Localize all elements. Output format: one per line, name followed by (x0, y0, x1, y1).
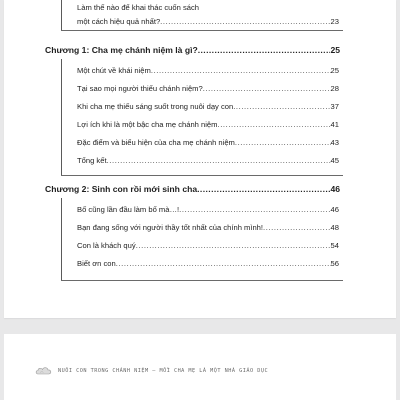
toc-chapter-2 (45, 184, 340, 195)
toc-intro-line-1: Làm thế nào để khai thác cuốn sách (77, 3, 200, 12)
chapter-2-bottom-rule (61, 280, 343, 281)
dot-leader (203, 84, 331, 93)
toc-entry (77, 259, 339, 269)
entry-title: Khi cha mẹ thiếu sáng suốt trong nuôi dạy con (77, 102, 234, 111)
entry-page: 46 (330, 205, 339, 214)
entry-title: Con là khách quý (77, 241, 136, 250)
chapter-title: Chương 2: Sinh con rồi mới sinh cha (45, 184, 198, 194)
chapter-1-bottom-rule (61, 175, 343, 176)
entry-page: 54 (330, 241, 339, 250)
chapter-page: 46 (330, 184, 340, 194)
dot-leader (136, 241, 331, 250)
toc-entry (77, 156, 339, 166)
entry-page: 43 (330, 138, 339, 147)
toc-entry (77, 241, 339, 251)
toc-entry (77, 205, 339, 215)
chapter-2-rule (61, 198, 62, 280)
entry-title: Một chút về khái niệm (77, 66, 151, 75)
dot-leader (233, 102, 330, 111)
entry-page: 28 (330, 84, 339, 93)
toc-entry (77, 138, 339, 148)
toc-entry (77, 223, 339, 233)
entry-page: 25 (330, 66, 339, 75)
entry-page: 45 (330, 156, 339, 165)
toc-intro-title: một cách hiệu quả nhất? (77, 17, 161, 26)
entry-title: Tại sao mọi người thiếu chánh niệm? (77, 84, 203, 93)
entry-page: 37 (330, 102, 339, 111)
toc-intro-page: 23 (330, 17, 339, 26)
toc-chapter-1 (45, 45, 340, 56)
dot-leader (198, 45, 331, 55)
dot-leader (235, 138, 331, 147)
dot-leader (151, 66, 331, 75)
toc-entry (77, 120, 339, 130)
chapter-1-rule (61, 59, 62, 175)
dot-leader (197, 184, 330, 194)
toc-entry (77, 84, 339, 94)
entry-title: Đặc điểm và biểu hiện của cha mẹ chánh niệm (77, 138, 235, 147)
cloud-icon (35, 366, 53, 376)
footer-text: NUÔI CON TRONG CHÁNH NIỆM – MỖI CHA MẸ LÀ MỘT NHÀ GIÁO DỤC (58, 368, 269, 374)
entry-title: Tổng kết (77, 156, 107, 165)
dot-leader (160, 17, 330, 26)
entry-page: 48 (330, 223, 339, 232)
dot-leader (179, 205, 330, 214)
dot-leader (263, 223, 331, 232)
entry-title: Bố cũng lần đầu làm bố mà…! (77, 205, 180, 214)
entry-page: 41 (330, 120, 339, 129)
chapter-page: 25 (330, 45, 340, 55)
entry-title: Lợi ích khi là một bậc cha mẹ chánh niệm (77, 120, 218, 129)
page-footer (35, 366, 268, 376)
dot-leader (107, 156, 331, 165)
intro-bottom-rule (61, 30, 343, 31)
dot-leader (217, 120, 330, 129)
dot-leader (116, 259, 331, 268)
entry-title: Biết ơn con (77, 259, 116, 268)
toc-intro-entry (77, 17, 339, 27)
entry-page: 56 (330, 259, 339, 268)
intro-rule (61, 0, 62, 30)
chapter-title: Chương 1: Cha mẹ chánh niệm là gì? (45, 45, 198, 55)
toc-entry (77, 66, 339, 76)
entry-title: Bạn đang sống với người thầy tốt nhất của chính mình! (77, 223, 264, 232)
toc-entry (77, 102, 339, 112)
